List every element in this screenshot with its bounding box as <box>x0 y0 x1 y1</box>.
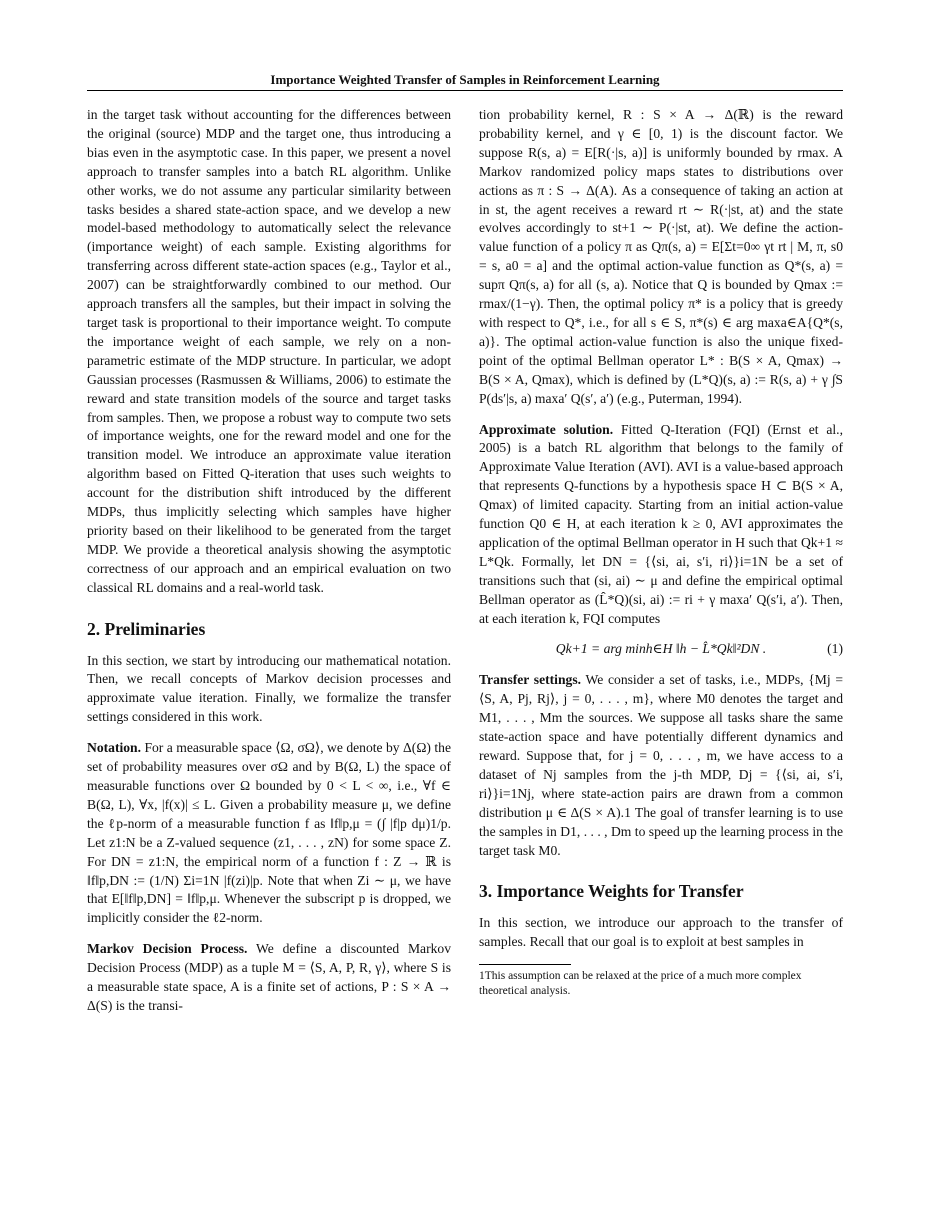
section-2-intro: In this section, we start by introducing our mathematical notation. Then, we recall concepts of Markov decision processes and approximate value iteration. Finally, we formalize the transfer settings considered in this work. <box>87 652 451 725</box>
transfer-text: We consider a set of tasks, i.e., MDPs, {Mj = ⟨S, A, Pj, Rj⟩, j = 0, . . . , m}, where M0 denotes the target and M1, . . . , Mm the sources. We suppose all tasks share the same state-action space and have potentially different dynamics and reward. Suppose that, for j = 0, . . . , m, we have access to a dataset of Nj samples from the j-th MDP, Dj = {⟨si, ai, s′i, ri⟩}i=1Nj, where state-action pairs are drawn from a common distribution μ ∈ Δ(S × A).1 The goal of transfer learning is to use the samples in D1, . . . , Dm to speed up the learning process in the target task M0. <box>479 672 844 858</box>
header-rule <box>87 90 843 91</box>
section-3-title: 3. Importance Weights for Transfer <box>479 881 744 902</box>
notation-text: For a measurable space ⟨Ω, σΩ⟩, we denote by Δ(Ω) the set of probability measures over σΩ and by B(Ω, L) the space of measurable functions over Ω bounded by 0 < L < ∞, i.e., ∀f ∈ B(Ω, L), ∀x, |f(x)| ≤ L. Given a probability measure μ, we define the ℓp-norm of a measurable function f as ‖f‖p,μ = (∫ |f|p dμ)1/p. Let z1:N be a Z-valued sequence (z1, . . . , zN) for some space Z. For DN = z1:N, the empirical norm of a function f : Z → ℝ is ‖f‖p,DN := (1/N) Σi=1N |f(zi)|p. Note that when Zi ∼ μ, we have that E[‖f‖p,DN] = ‖f‖p,μ. Whenever the subscript p is dropped, we implicitly consider the ℓ2-norm. <box>87 740 451 926</box>
left-column <box>87 106 451 1028</box>
mdp-text: We define a discounted Markov Decision Process (MDP) as a tuple M = ⟨S, A, P, R, γ⟩, where S is a measurable state space, A is a finite set of actions, P : S × A → Δ(S) is the transi- <box>87 941 451 1013</box>
approx-text: Fitted Q-Iteration (FQI) (Ernst et al., 2005) is a batch RL algorithm that belongs to the family of Approximate Value Iteration (AVI). AVI is a value-based approach that represents Q-functions by a hypothesis space H ⊂ B(S × A, Qmax) of limited capacity. Starting from an initial action-value function Q0 ∈ H, at each iteration k ≥ 0, AVI approximates the application of the optimal Bellman operator in H such that Qk+1 ≈ L*Qk. Formally, let DN = {⟨si, ai, s′i, ri⟩}i=1N be a set of transitions such that (si, ai) ∼ μ and define the empirical optimal Bellman operator as (L̂*Q)(si, ai) := ri + γ maxa′ Q(s′i, a′). Then, at each iteration k, FQI computes <box>479 421 843 626</box>
intro-paragraph: in the target task without accounting for the differences between the original (source) MDP and the target one, thus introducing a bias even in the asymptotic case. In this paper, we present a novel approach to transfer samples into a batch RL algorithm. Unlike other works, we do not assume any particular similarity between tasks besides a shared state-action space, and we develop a new model-based methodology to automatically select the relevance (importance weight) of each sample. Existing algorithms for transferring across different state-action spaces (e.g., Taylor et al., 2007) can be straightforwardly combined to our method. Our approach transfers all the samples, but their impact in solving the target task is proportional to their importance weight. To compute the importance weight of each sample, we rely on a non-parametric estimate of the MDP structure. In particular, we adopt Gaussian processes (Rasmussen & Williams, 2006) to estimate the reward and state transition models of the source and target tasks from samples. Then, we propose a robust way to compute two sets of importance weights, one for the reward model and one for the transition model. We introduce an approximate value iteration algorithm based on Fitted Q-iteration that uses such weights to account for the distribution shift introduced by the different MDPs, thus implicitly selecting which samples have higher priority based on their likelihood to be generated from the target MDP. We provide a theoretical analysis showing the asymptotic correctness of our approach and an empirical evaluation on two classical RL domains and a real-world task. <box>87 107 451 595</box>
notation-heading: Notation. <box>87 740 141 756</box>
footnote-1: 1This assumption can be relaxed at the price of a much more complex theoretical analysis. <box>479 970 802 998</box>
mdp-continued: tion probability kernel, R : S × A → Δ(ℝ) is the reward probability kernel, and γ ∈ [0, 1) is the discount factor. We suppose R(s, a) = E[R(·|s, a)] is uniformly bounded by rmax. A Markov randomized policy maps states to distributions over actions as π : S → Δ(A). As a consequence of taking an action at in st, the agent receives a reward rt ∼ R(·|st, at) and the state evolves accordingly to st+1 ∼ P(·|st, at). We define the action-value function of a policy π as Qπ(s, a) = E[Σt=0∞ γt rt | M, π, s0 = s, a0 = a] and the optimal action-value function as Q*(s, a) = supπ Qπ(s, a) for all (s, a). Notice that Q is bounded by Qmax := rmax/(1−γ). Then, the optimal policy π* is a policy that is greedy with respect to Q*, i.e., for all s ∈ S, π*(s) ∈ arg maxa∈A{Q*(s, a)}. The optimal action-value function is also the unique fixed-point of the optimal Bellman operator L* : B(S × A, Qmax) → B(S × A, Qmax), which is defined by (L*Q)(s, a) := R(s, a) + γ ∫S P(ds′|s, a) maxa′ Q(s′, a′) (e.g., Puterman, 1994). <box>479 107 843 406</box>
mdp-paragraph <box>87 940 451 1016</box>
mdp-heading: Markov Decision Process. <box>87 941 248 957</box>
approx-paragraph <box>479 421 843 629</box>
transfer-paragraph <box>479 671 843 860</box>
notation-paragraph <box>87 739 451 928</box>
section-2-title: 2. Preliminaries <box>87 618 206 639</box>
equation-1-number: (1) <box>827 641 843 657</box>
equation-1 <box>479 640 843 659</box>
section-3-text: In this section, we introduce our approach to the transfer of samples. Recall that our goal is to exploit at best samples in <box>479 915 843 950</box>
equation-1-body: Qk+1 = arg minh∈H ‖h − L̂*Qk‖²DN . <box>555 641 767 657</box>
transfer-heading: Transfer settings. <box>479 672 582 688</box>
running-title: Importance Weighted Transfer of Samples in Reinforcement Learning <box>270 72 660 87</box>
footnote-rule <box>479 964 571 965</box>
approx-heading: Approximate solution. <box>479 421 614 437</box>
right-column <box>479 106 843 999</box>
